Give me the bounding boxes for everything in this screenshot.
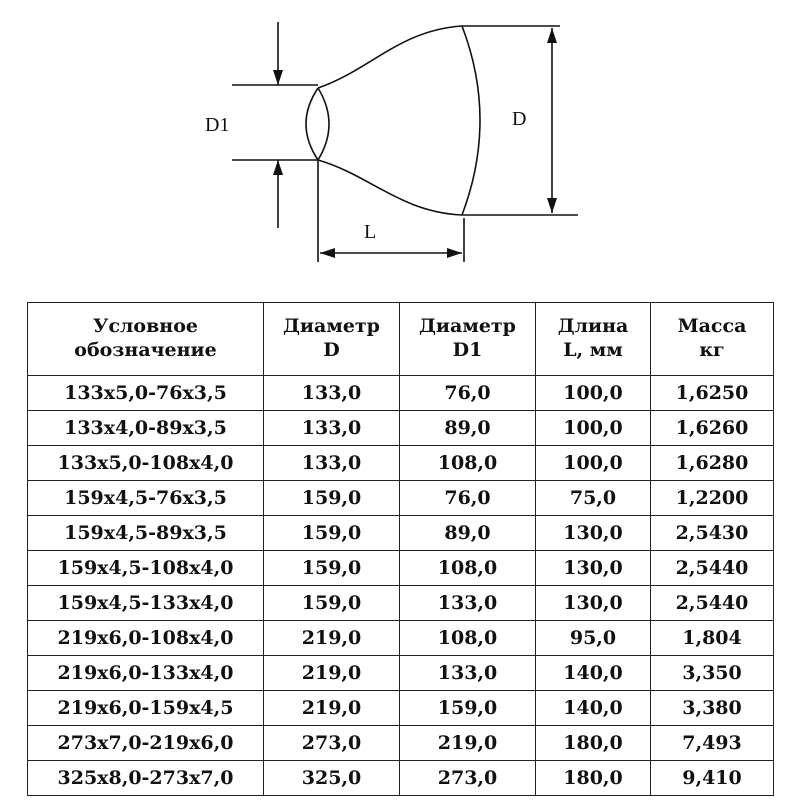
diameter-d1-cell: 159,0 [400, 691, 536, 726]
mass-cell: 2,5440 [651, 551, 774, 586]
designation-cell: 273х7,0-219х6,0 [28, 726, 264, 761]
mass-cell: 1,6250 [651, 376, 774, 411]
mass-cell: 2,5430 [651, 516, 774, 551]
diameter-d-cell: 219,0 [264, 621, 400, 656]
l-arrow-right [447, 248, 462, 258]
mass-cell: 1,2200 [651, 481, 774, 516]
length-cell: 130,0 [536, 516, 651, 551]
table-row [28, 411, 774, 446]
diameter-d1-cell: 133,0 [400, 656, 536, 691]
length-cell: 180,0 [536, 726, 651, 761]
diameter-d-cell: 159,0 [264, 516, 400, 551]
table-row [28, 516, 774, 551]
diameter-d-cell: 273,0 [264, 726, 400, 761]
table-row [28, 376, 774, 411]
designation-cell: 133х5,0-108х4,0 [28, 446, 264, 481]
table-row [28, 621, 774, 656]
table-row [28, 691, 774, 726]
diameter-d1-cell: 133,0 [400, 586, 536, 621]
table-header-row [28, 303, 774, 376]
l-label: L [364, 221, 377, 243]
reducer-lower-curve [318, 160, 462, 215]
reducer-narrow-end-outer [306, 88, 318, 160]
mass-cell: 2,5440 [651, 586, 774, 621]
table-row [28, 446, 774, 481]
length-cell: 95,0 [536, 621, 651, 656]
designation-cell: 159х4,5-133х4,0 [28, 586, 264, 621]
mass-cell: 7,493 [651, 726, 774, 761]
diameter-d1-cell: 76,0 [400, 481, 536, 516]
diameter-d-cell: 133,0 [264, 411, 400, 446]
diameter-d1-cell: 273,0 [400, 761, 536, 796]
d-arrow-bottom [547, 198, 557, 213]
diameter-d-cell: 325,0 [264, 761, 400, 796]
header-mass: Масса кг [651, 303, 774, 376]
header-diameter-d1: Диаметр D1 [400, 303, 536, 376]
diameter-d-cell: 133,0 [264, 446, 400, 481]
length-cell: 100,0 [536, 376, 651, 411]
length-cell: 130,0 [536, 551, 651, 586]
mass-cell: 3,350 [651, 656, 774, 691]
designation-cell: 159х4,5-108х4,0 [28, 551, 264, 586]
designation-cell: 219х6,0-159х4,5 [28, 691, 264, 726]
length-cell: 100,0 [536, 446, 651, 481]
designation-cell: 159х4,5-76х3,5 [28, 481, 264, 516]
mass-cell: 1,804 [651, 621, 774, 656]
diameter-d1-cell: 219,0 [400, 726, 536, 761]
mass-cell: 9,410 [651, 761, 774, 796]
header-length-l: Длина L, мм [536, 303, 651, 376]
d1-label: D1 [205, 114, 230, 136]
d1-arrow-top [273, 70, 283, 85]
diameter-d-cell: 159,0 [264, 551, 400, 586]
table-row [28, 761, 774, 796]
table-row [28, 551, 774, 586]
designation-cell: 159х4,5-89х3,5 [28, 516, 264, 551]
diameter-d-cell: 219,0 [264, 656, 400, 691]
reducer-narrow-end-inner [318, 88, 329, 160]
designation-cell: 133х5,0-76х3,5 [28, 376, 264, 411]
diameter-d1-cell: 108,0 [400, 621, 536, 656]
length-cell: 140,0 [536, 691, 651, 726]
mass-cell: 3,380 [651, 691, 774, 726]
l-arrow-left [320, 248, 335, 258]
diameter-d-cell: 133,0 [264, 376, 400, 411]
table-row [28, 656, 774, 691]
diameter-d1-cell: 76,0 [400, 376, 536, 411]
diameter-d1-cell: 108,0 [400, 551, 536, 586]
designation-cell: 325х8,0-273х7,0 [28, 761, 264, 796]
diameter-d1-cell: 108,0 [400, 446, 536, 481]
header-designation: Условное обозначение [28, 303, 264, 376]
designation-cell: 219х6,0-108х4,0 [28, 621, 264, 656]
mass-cell: 1,6260 [651, 411, 774, 446]
length-cell: 180,0 [536, 761, 651, 796]
designation-cell: 219х6,0-133х4,0 [28, 656, 264, 691]
designation-cell: 133х4,0-89х3,5 [28, 411, 264, 446]
reducer-diagram [0, 0, 800, 300]
table-row [28, 481, 774, 516]
length-cell: 130,0 [536, 586, 651, 621]
d1-arrow-bottom [273, 160, 283, 175]
reducer-upper-curve [318, 26, 462, 88]
diameter-d-cell: 159,0 [264, 586, 400, 621]
header-diameter-d: Диаметр D [264, 303, 400, 376]
length-cell: 75,0 [536, 481, 651, 516]
mass-cell: 1,6280 [651, 446, 774, 481]
d-arrow-top [547, 28, 557, 43]
diameter-d-cell: 159,0 [264, 481, 400, 516]
diameter-d1-cell: 89,0 [400, 516, 536, 551]
length-cell: 140,0 [536, 656, 651, 691]
length-cell: 100,0 [536, 411, 651, 446]
table-row [28, 586, 774, 621]
table-row [28, 726, 774, 761]
d-label: D [512, 108, 527, 130]
reducer-spec-table [27, 302, 774, 796]
diameter-d1-cell: 89,0 [400, 411, 536, 446]
diameter-d-cell: 219,0 [264, 691, 400, 726]
reducer-wide-end [462, 26, 480, 215]
